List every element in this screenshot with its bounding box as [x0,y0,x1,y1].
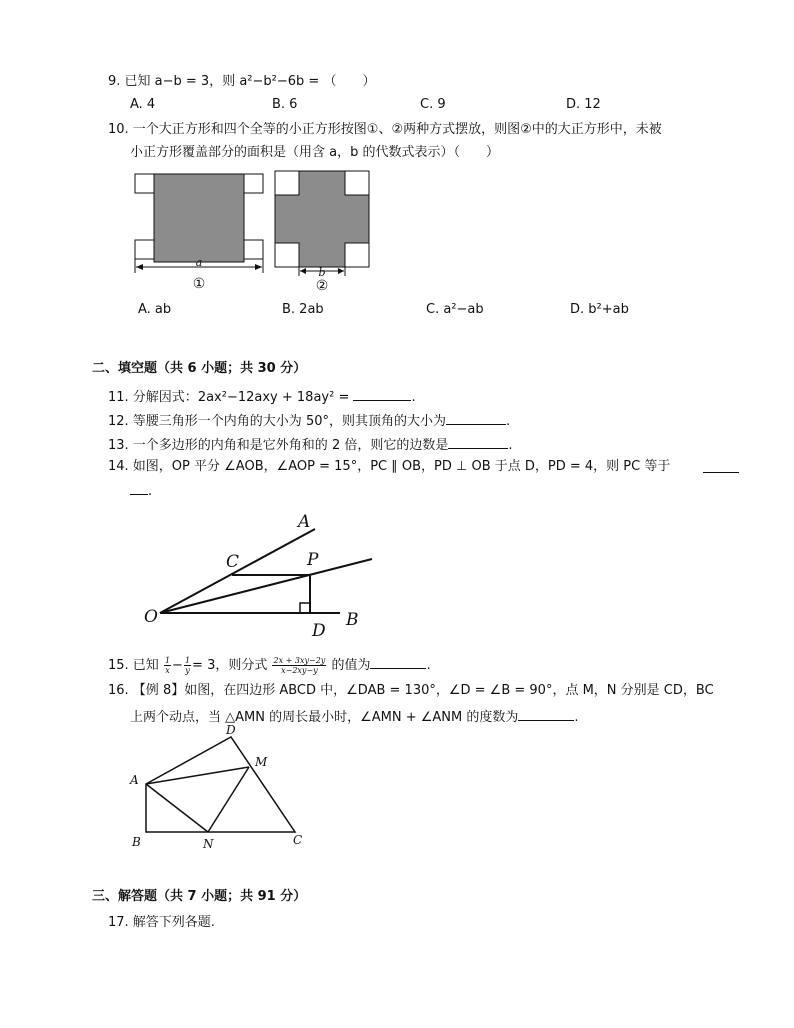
q15-answer-blank[interactable] [370,654,426,669]
fig2-small-square-br [345,243,369,267]
label-C: C [293,833,303,847]
q15-prefix: 15. 已知 [108,658,159,673]
label-A: A [298,512,311,532]
label-D: D [312,621,326,641]
q13 [108,434,512,455]
q10-line1: 10. 一个大正方形和四个全等的小正方形按图①、②两种方式摆放，则图②中的大正方形中，未被 [108,122,662,137]
label-O: O [144,607,158,627]
q14-text: 14. 如图，OP 平分 ∠AOB，∠AOP = 15°，PC ∥ OB，PD ⊥ OB 于点 D，PD = 4，则 PC 等于 [108,459,671,474]
q16-figure [125,722,325,857]
ray-OP [160,559,372,613]
label-B: B [346,610,359,630]
q10-figure-2 [272,168,377,293]
q9-option-d: D. 12 [566,97,601,112]
fig1-caption: ① [192,276,206,292]
label-N: N [203,837,214,851]
fig1-big-square [154,174,244,262]
q14-answer-blank-1[interactable] [703,458,739,473]
q16-answer-blank[interactable] [518,706,574,721]
q15-tail: 的值为 [331,658,371,673]
segment-MN [208,767,249,832]
q9-option-c: C. 9 [420,97,446,112]
label-C: C [226,552,240,572]
section3-title: 三、解答题（共 7 小题；共 91 分） [92,889,307,904]
label-D: D [226,723,236,737]
q11-answer-blank[interactable] [353,386,411,401]
label-B: B [132,835,141,849]
fig1-dim-label: a [195,256,203,269]
q16-suffix: . [574,710,579,725]
q12 [108,410,510,431]
q15-minus: − [172,658,183,673]
fig1-small-square-bl [135,240,154,259]
q12-answer-blank[interactable] [446,410,506,425]
q15-mid: = 3，则分式 [192,658,268,673]
q17-text: 17. 解答下列各题. [108,915,215,930]
q13-text: 13. 一个多边形的内角和是它外角和的 2 倍，则它的边数是 [108,438,449,453]
fig1-small-square-tr [244,174,263,193]
q15-frac-1: $\frac{1}{x}$ [164,656,171,675]
q15-frac-3: $\frac{2x + 3xy-2y}{x-2xy-y}$ [273,656,326,675]
q16-line2: 上两个动点，当 △AMN 的周长最小时，∠AMN + ∠ANM 的度数为 [130,710,519,725]
q12-suffix: . [505,414,511,429]
q15 [108,654,431,677]
q11-expression: 2ax²−12axy + 18ay² = [197,390,350,405]
q13-answer-blank[interactable] [448,434,508,449]
q15-frac-2: $\frac{1}{y}$ [184,656,191,675]
fig1-small-square-br [244,240,263,259]
section2-title: 二、填空题（共 6 小题；共 30 分） [92,361,307,376]
fig1-small-square-tl [135,174,154,193]
q13-suffix: . [508,438,513,453]
q14-answer-blank-2[interactable] [130,480,148,495]
q9-option-b: B. 6 [272,97,298,112]
fig2-dim-label: b [318,266,326,279]
q9-option-a: A. 4 [130,97,156,112]
q14-suffix: . [148,484,153,499]
fig2-small-square-bl [275,243,299,267]
label-M: M [255,755,268,769]
q10-option-d: D. b²+ab [570,302,629,317]
q16-line1: 16. 【例 8】如图，在四边形 ABCD 中，∠DAB = 130°，∠D = ∠B = 90°，点 M，N 分别是 CD，BC [108,683,714,698]
q15-suffix: . [426,658,431,673]
q10-option-c: C. a²−ab [426,302,484,317]
fig2-small-square-tl [275,171,299,195]
segment-AN [146,784,208,832]
q12-text: 12. 等腰三角形一个内角的大小为 50°，则其顶角的大小为 [108,414,446,429]
q11-prefix: 11. 分解因式： [108,390,198,405]
q10-option-b: B. 2ab [282,302,324,317]
fig2-caption: ② [315,278,329,294]
quadrilateral-ABCD [146,737,295,832]
label-P: P [307,550,319,570]
q11 [108,386,416,407]
q10-figure-1 [130,168,270,293]
q14-figure [140,505,380,645]
q10-option-a: A. ab [138,302,172,317]
fig2-small-square-tr [345,171,369,195]
q9-stem: 9. 已知 a−b = 3，则 a²−b²−6b = （ ） [108,74,376,89]
q11-suffix: . [411,390,416,405]
right-angle-mark [300,603,310,613]
label-A: A [130,773,139,787]
q10-line2: 小正方形覆盖部分的面积是（用含 a，b 的代数式表示）（ ） [130,145,499,160]
